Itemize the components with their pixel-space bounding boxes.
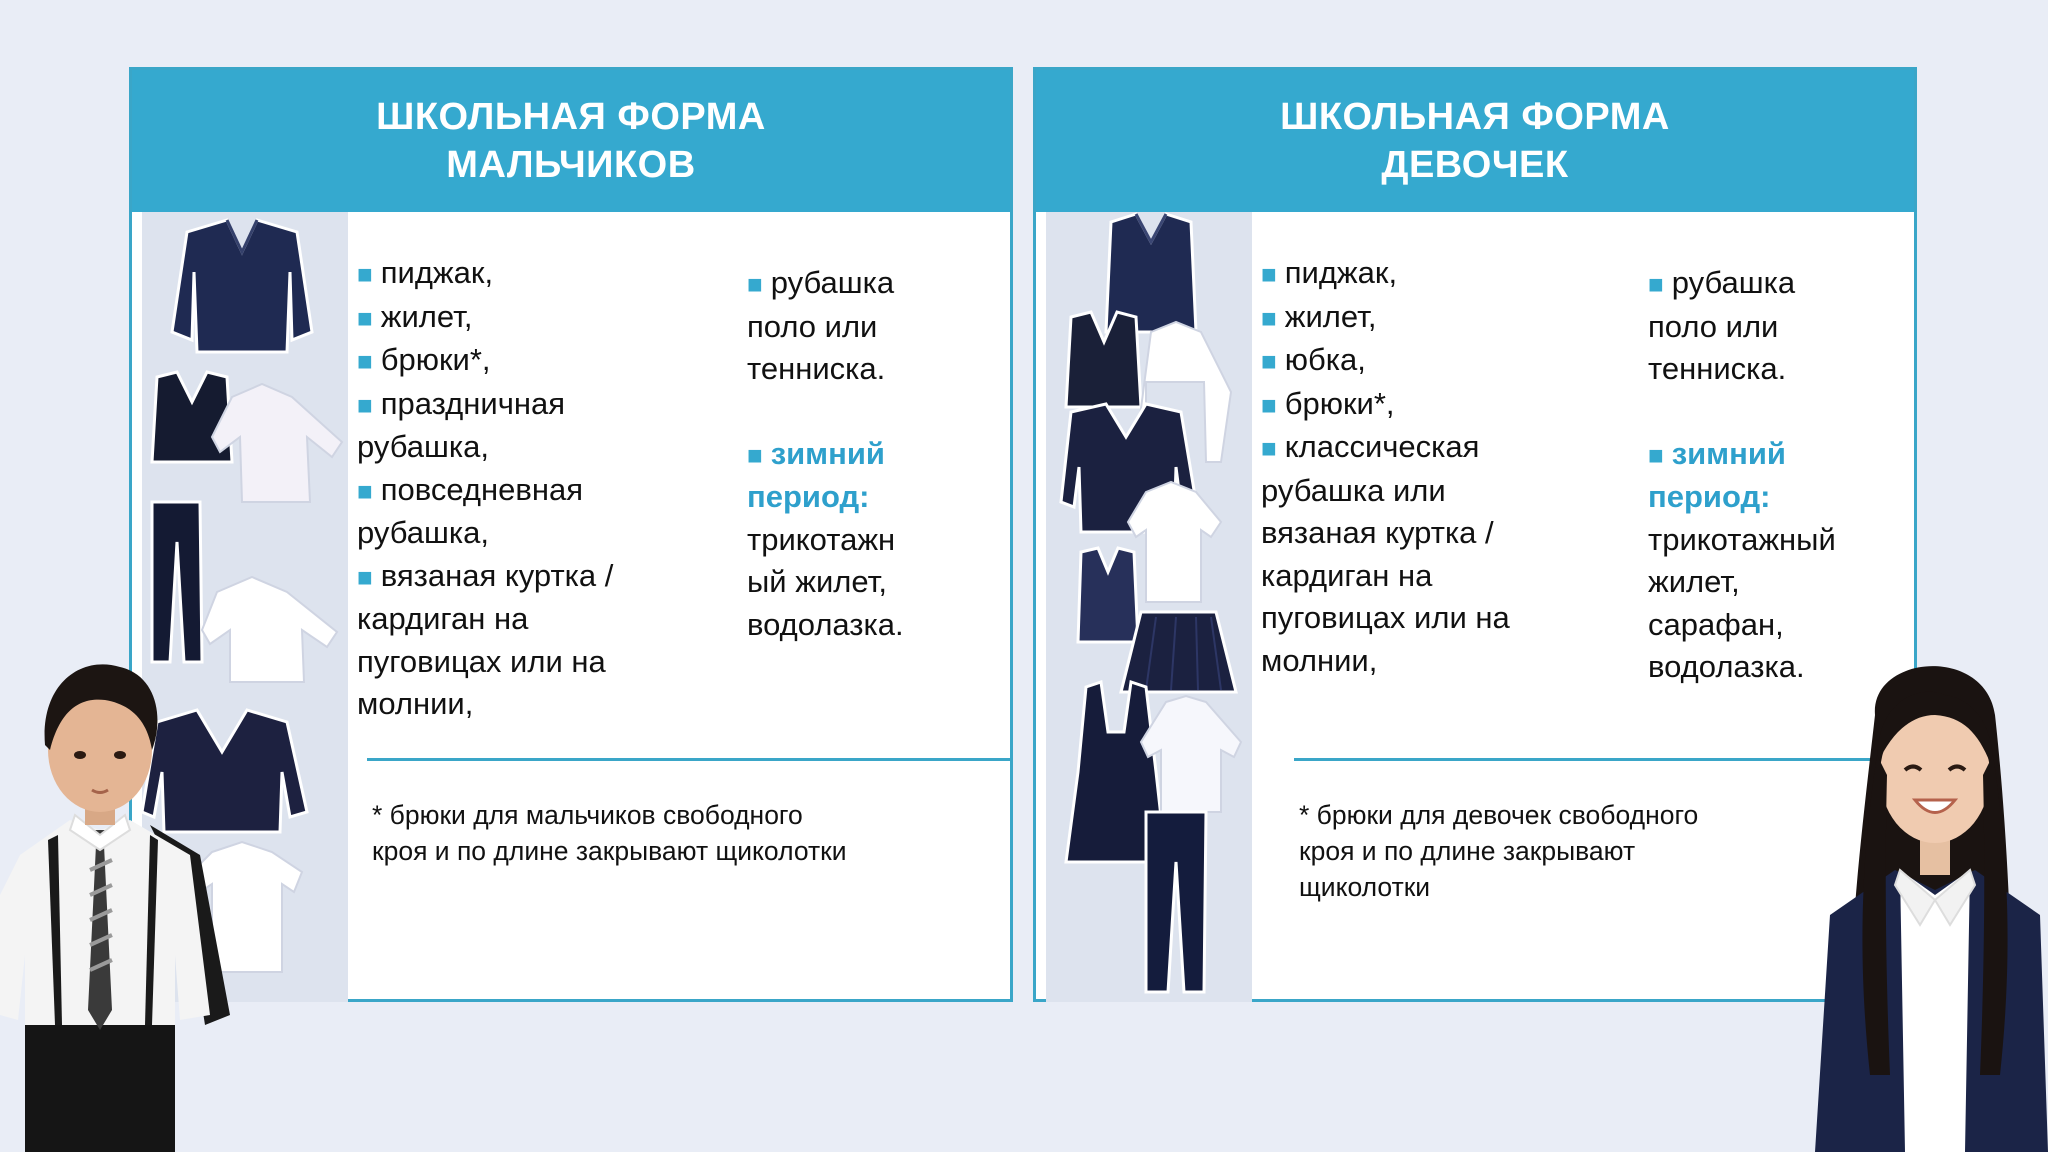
- girls-items-list-2: [1648, 262, 1913, 689]
- boys-title-line2: МАЛЬЧИКОВ: [446, 144, 696, 186]
- list-item: сарафан,: [1648, 606, 1784, 642]
- girls-title-line2: ДЕВОЧЕК: [1381, 144, 1569, 186]
- list-item: ■ юбка,: [1261, 342, 1366, 377]
- list-item: ■ брюки*,: [1261, 385, 1395, 421]
- winter-heading: ■ зимний: [1648, 435, 1786, 471]
- list-item: ■ классическая: [1261, 429, 1480, 464]
- boys-items-list-2: [747, 262, 1007, 646]
- list-item: жилет,: [1648, 564, 1740, 599]
- list-item: рубашка или: [1261, 472, 1446, 508]
- girls-card-header: [1036, 70, 1914, 212]
- list-item: ■ жилет,: [357, 298, 473, 334]
- list-item: молнии,: [1261, 642, 1378, 678]
- vest-icon: [1066, 312, 1141, 407]
- schoolgirl-illustration: [1815, 655, 2048, 1152]
- list-item: водолазка.: [747, 606, 904, 642]
- list-item: ■ рубашка: [747, 265, 895, 300]
- list-item: ■ пиджак,: [1261, 255, 1398, 290]
- list-item: водолазка.: [1648, 649, 1805, 684]
- list-item: рубашка,: [357, 515, 489, 550]
- list-item: ■ брюки*,: [357, 342, 491, 377]
- boys-uniform-card: [129, 67, 1013, 1002]
- list-item: тенниска.: [747, 351, 886, 386]
- divider: [1294, 758, 1894, 761]
- skirt-icon: [1121, 612, 1236, 692]
- trousers-icon: [152, 502, 202, 662]
- list-item: кардиган на: [357, 601, 529, 636]
- list-item: ый жилет,: [747, 564, 887, 599]
- girls-title-line1: ШКОЛЬНАЯ ФОРМА: [1280, 96, 1670, 138]
- girls-footnote: * брюки для девочек свободного кроя и по длине закрывают щиколотки: [1299, 800, 1699, 902]
- list-item: рубашка,: [357, 429, 489, 464]
- list-item: поло или: [1648, 308, 1779, 344]
- boys-title-line1: ШКОЛЬНАЯ ФОРМА: [376, 96, 766, 138]
- girls-items-list: [1261, 252, 1621, 682]
- trousers-icon: [1146, 812, 1206, 992]
- blazer-icon: [172, 220, 312, 352]
- list-item: ■ повседневная: [357, 471, 583, 507]
- list-item: ■ вязаная куртка /: [357, 557, 614, 593]
- list-item: тенниска.: [1648, 351, 1787, 386]
- divider: [367, 758, 1011, 761]
- list-item: молнии,: [357, 686, 474, 721]
- list-item: ■ жилет,: [1261, 298, 1377, 334]
- girls-clothing-photos: [1046, 212, 1252, 1002]
- list-item: ■ праздничная: [357, 385, 565, 421]
- boys-items-list: [357, 252, 737, 726]
- winter-heading: ■ зимний: [747, 435, 885, 471]
- list-item: пуговицах или на: [1261, 600, 1510, 635]
- winter-heading-2: период:: [1648, 479, 1771, 514]
- list-item: пуговицах или на: [357, 643, 606, 679]
- vest-icon: [1078, 548, 1138, 642]
- list-item: вязаная куртка /: [1261, 515, 1494, 550]
- list-item: кардиган на: [1261, 557, 1433, 593]
- list-item: поло или: [747, 308, 878, 344]
- list-item: ■ рубашка: [1648, 265, 1796, 300]
- shirt-icon: [212, 384, 342, 502]
- girls-uniform-card: [1033, 67, 1917, 1002]
- boys-footnote: * брюки для мальчиков свободного кроя и по длине закрывают щиколотки: [372, 800, 847, 866]
- schoolboy-illustration: [0, 655, 235, 1152]
- shirt-icon: [1128, 482, 1221, 602]
- list-item: трикотажн: [747, 521, 896, 557]
- winter-heading-2: период:: [747, 479, 870, 514]
- list-item: ■ пиджак,: [357, 255, 494, 290]
- list-item: трикотажный: [1648, 521, 1836, 557]
- boys-card-header: [132, 70, 1010, 212]
